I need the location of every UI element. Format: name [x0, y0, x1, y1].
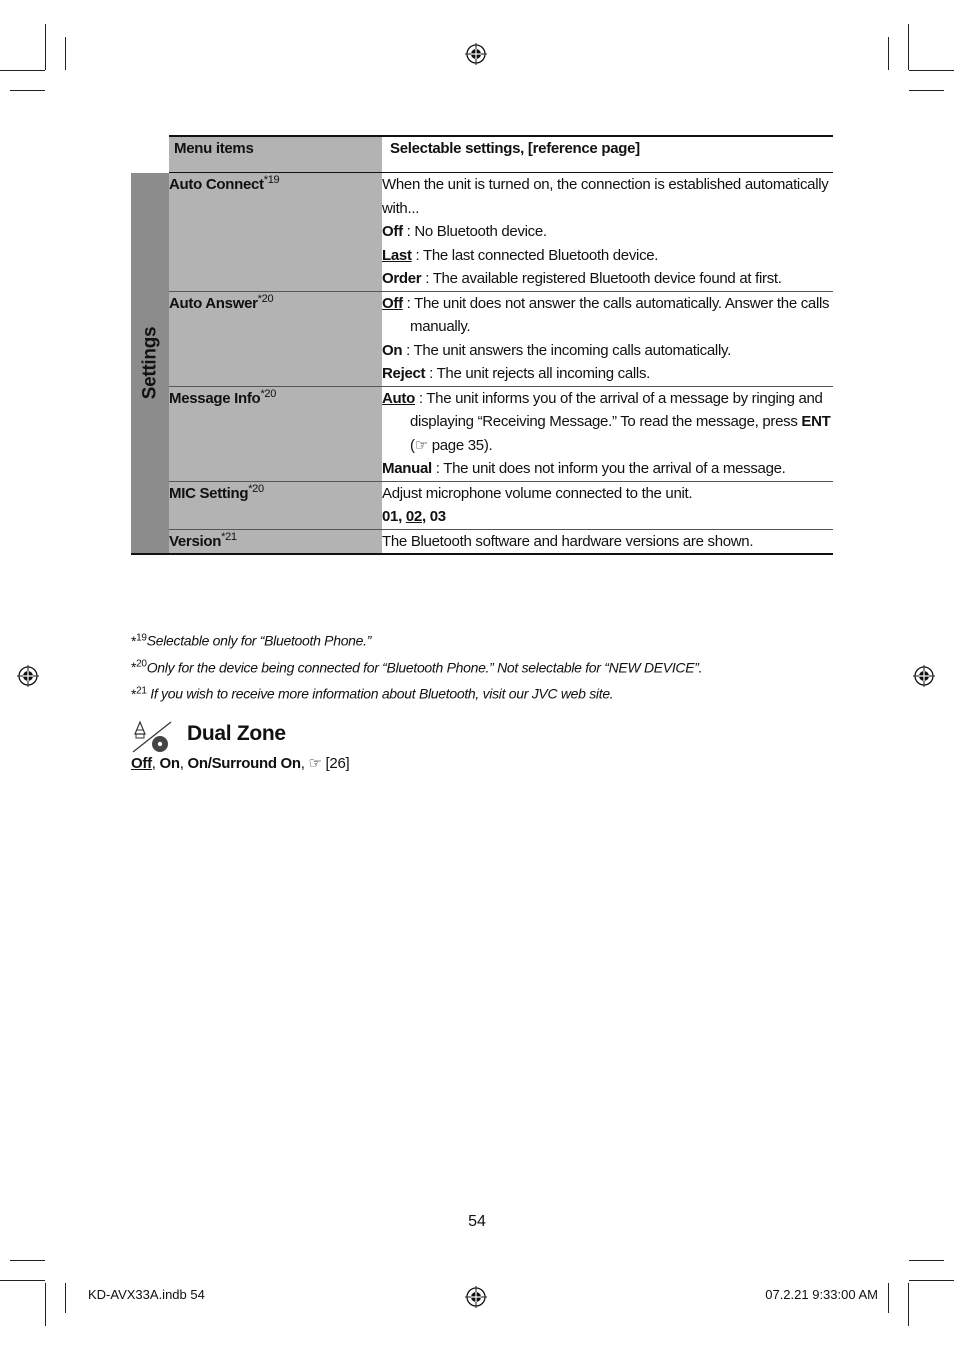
- crop-mark: [65, 1283, 66, 1313]
- dual-zone-options: Off, On, On/Surround On, ☞ [26]: [131, 755, 350, 772]
- registration-mark-icon: [465, 43, 487, 65]
- crop-mark: [888, 1283, 889, 1313]
- mic-level-values: 01, 02, 03: [382, 508, 446, 525]
- description-mic-setting: Adjust microphone volume connected to the unit. 01, 02, 03: [382, 481, 833, 529]
- table-row: [131, 291, 833, 386]
- footnote: *$^{19}$Selectable only for “Bluetooth Phone.”: [131, 632, 372, 649]
- crop-mark: [65, 37, 66, 70]
- header-menu-items: Menu items: [169, 136, 382, 173]
- page-number: 54: [468, 1213, 486, 1230]
- settings-side-tab: [131, 173, 169, 555]
- table-row: [131, 173, 833, 292]
- menu-item-mic-setting: MIC Setting$^{*20}$: [169, 481, 382, 529]
- crop-mark: [10, 1260, 45, 1261]
- crop-mark: [45, 1283, 46, 1326]
- crop-mark: [45, 24, 46, 70]
- table-row: [131, 481, 833, 529]
- page-reference: [26]: [325, 755, 350, 772]
- description-auto-connect: When the unit is turned on, the connection is established automatically with... Off : No Bluetooth device. Last : The last connected Bluetooth device. Order : The available registered Bluetooth device found at first.: [382, 173, 833, 292]
- footer-file-info: KD-AVX33A.indb 54: [88, 1287, 205, 1302]
- footer-timestamp: 07.2.21 9:33:00 AM: [765, 1287, 878, 1302]
- dual-zone-icon: [131, 720, 175, 754]
- crop-mark: [909, 70, 954, 71]
- crop-mark: [888, 37, 889, 70]
- menu-item-version: Version$^{*21}$: [169, 529, 382, 554]
- menu-item-auto-answer: Auto Answer$^{*20}$: [169, 291, 382, 386]
- crop-mark: [0, 1280, 45, 1281]
- dual-zone-title: Dual Zone: [187, 722, 286, 745]
- table-header: [131, 136, 833, 173]
- footnote: *$^{20}$Only for the device being connected for “Bluetooth Phone.” Not selectable for “NEW DEVICE”.: [131, 658, 703, 676]
- crop-mark: [909, 90, 944, 91]
- registration-mark-icon: [17, 665, 39, 687]
- footnote: *$^{21}$ If you wish to receive more information about Bluetooth, visit our JVC web site.: [131, 685, 614, 702]
- crop-mark: [908, 1283, 909, 1326]
- description-version: The Bluetooth software and hardware versions are shown.: [382, 529, 833, 554]
- menu-item-auto-connect: Auto Connect$^{*19}$: [169, 173, 382, 292]
- description-message-info: Auto : The unit informs you of the arrival of a message by ringing and displaying “Receiving Message.” To read the message, press ENT (☞ page 35). Manual : The unit does not inform you the arrival of a message.: [382, 386, 833, 481]
- crop-mark: [909, 1260, 944, 1261]
- crop-mark: [10, 90, 45, 91]
- crop-mark: [908, 24, 909, 70]
- header-selectable-settings: Selectable settings, [reference page]: [382, 136, 833, 173]
- side-label: Settings: [139, 326, 161, 400]
- registration-mark-icon: [913, 665, 935, 687]
- description-auto-answer: Off : The unit does not answer the calls automatically. Answer the calls manually. On : The unit answers the incoming calls automatically. Reject : The unit rejects all incoming calls.: [382, 291, 833, 386]
- table-row: [131, 386, 833, 481]
- footnotes: [131, 626, 702, 706]
- menu-item-message-info: Message Info$^{*20}$: [169, 386, 382, 481]
- settings-table: [131, 135, 833, 555]
- crop-mark: [909, 1280, 954, 1281]
- registration-mark-icon: [465, 1286, 487, 1308]
- table-row: [131, 529, 833, 554]
- crop-mark: [0, 70, 45, 71]
